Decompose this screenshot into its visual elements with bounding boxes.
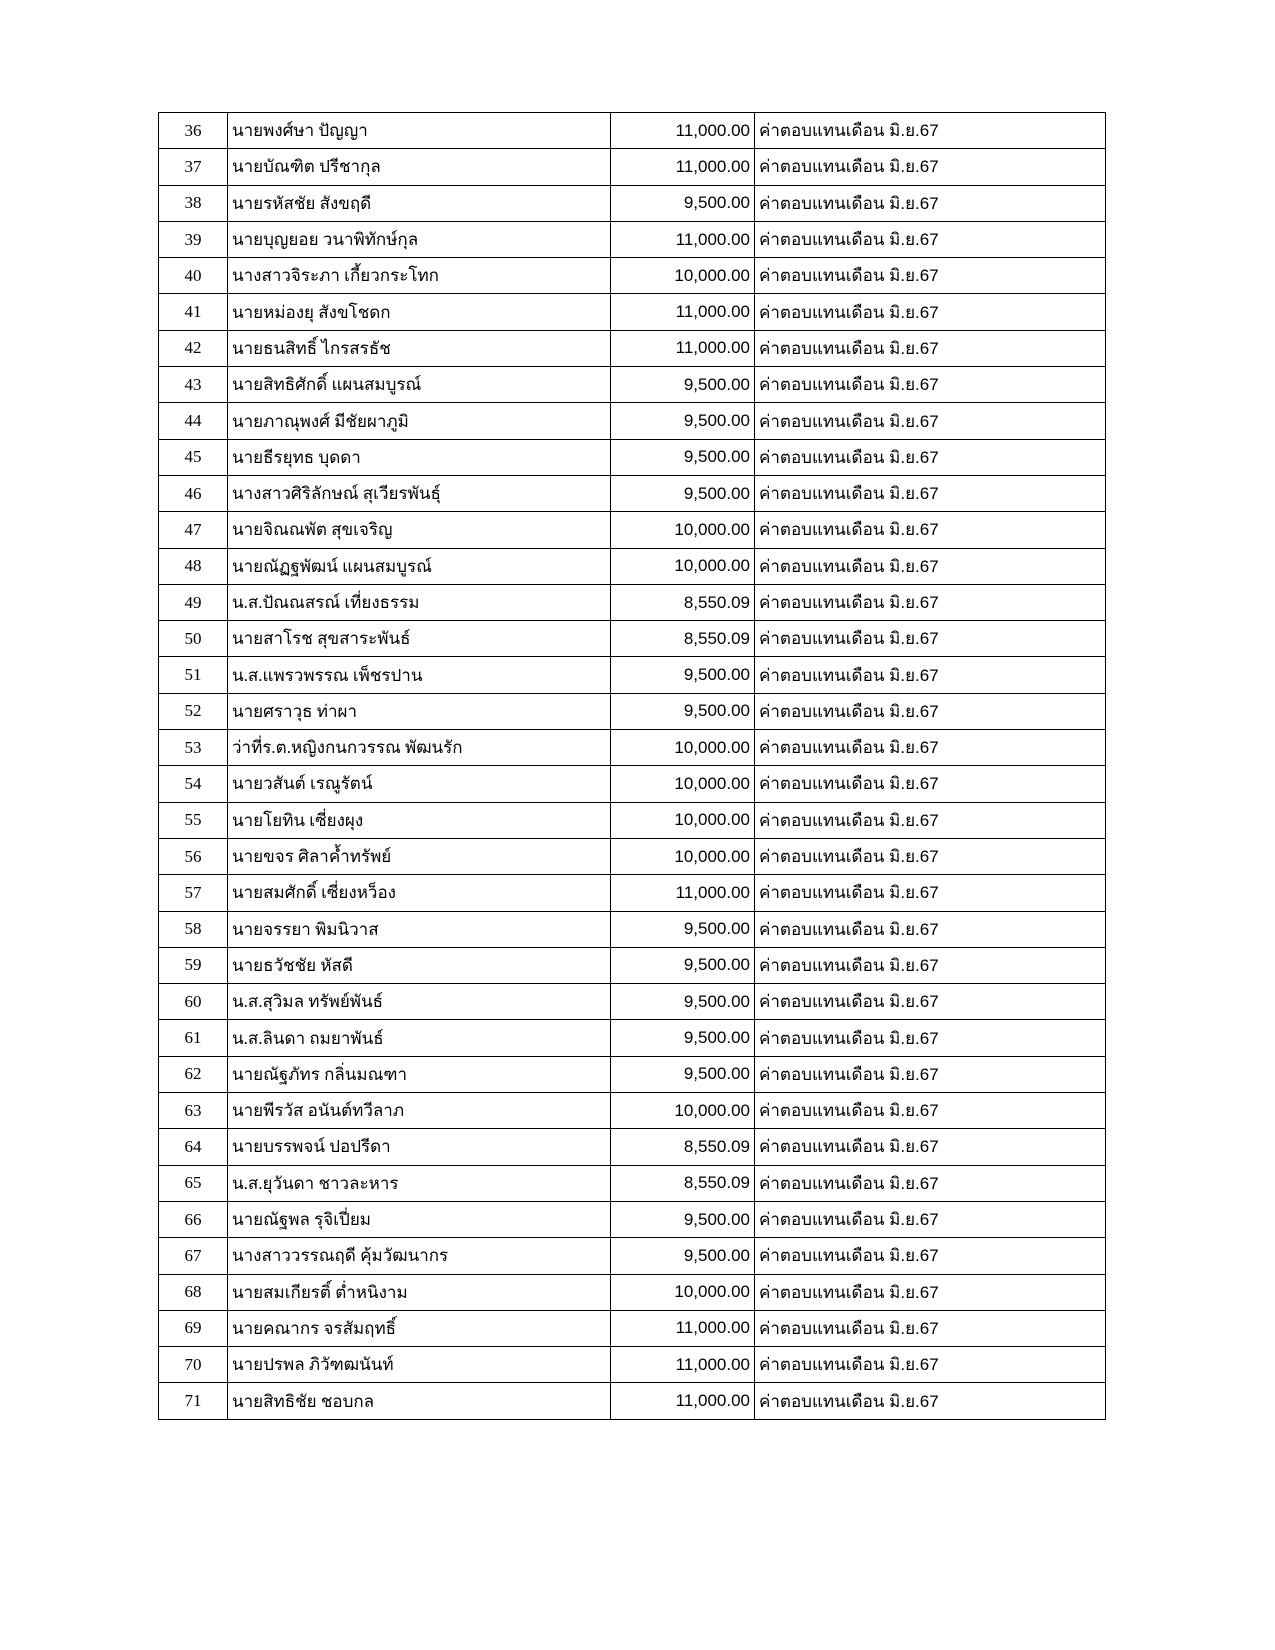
payment-note: ค่าตอบแทนเดือน มิ.ย.67 bbox=[755, 1310, 1106, 1346]
row-number: 54 bbox=[159, 766, 228, 802]
employee-name: น.ส.ลินดา ถมยาพันธ์ bbox=[228, 1020, 611, 1056]
payment-amount: 10,000.00 bbox=[611, 1093, 755, 1129]
payment-amount: 9,500.00 bbox=[611, 439, 755, 475]
employee-name: นายขจร ศิลาค้ำทรัพย์ bbox=[228, 838, 611, 874]
row-number: 61 bbox=[159, 1020, 228, 1056]
payment-note: ค่าตอบแทนเดือน มิ.ย.67 bbox=[755, 875, 1106, 911]
table-row bbox=[159, 1274, 1106, 1310]
employee-name: นางสาวศิริลักษณ์ สุเวียรพันธุ์ bbox=[228, 475, 611, 511]
payment-amount: 10,000.00 bbox=[611, 1274, 755, 1310]
payment-amount: 10,000.00 bbox=[611, 512, 755, 548]
payment-amount: 11,000.00 bbox=[611, 875, 755, 911]
table-row bbox=[159, 911, 1106, 947]
employee-name: นายโยทิน เซี่ยงผุง bbox=[228, 802, 611, 838]
table-row bbox=[159, 1020, 1106, 1056]
row-number: 48 bbox=[159, 548, 228, 584]
row-number: 59 bbox=[159, 947, 228, 983]
employee-name: นายธนสิทธิ์ ไกรสรธัช bbox=[228, 330, 611, 366]
employee-name: นายณัฐภัทร กลิ่นมณฑา bbox=[228, 1056, 611, 1092]
row-number: 68 bbox=[159, 1274, 228, 1310]
table-row bbox=[159, 875, 1106, 911]
table-row bbox=[159, 1201, 1106, 1237]
employee-name: นายสมศักดิ์ เซี่ยงหว็อง bbox=[228, 875, 611, 911]
employee-name: นายสมเกียรติ์ ต่ำหนิงาม bbox=[228, 1274, 611, 1310]
employee-name: นายคณากร จรสัมฤทธิ์ bbox=[228, 1310, 611, 1346]
row-number: 63 bbox=[159, 1093, 228, 1129]
payment-amount: 9,500.00 bbox=[611, 1020, 755, 1056]
payment-note: ค่าตอบแทนเดือน มิ.ย.67 bbox=[755, 512, 1106, 548]
employee-name: นายหม่องยุ สังขโชดก bbox=[228, 294, 611, 330]
payment-note: ค่าตอบแทนเดือน มิ.ย.67 bbox=[755, 1056, 1106, 1092]
payment-note: ค่าตอบแทนเดือน มิ.ย.67 bbox=[755, 1020, 1106, 1056]
payment-note: ค่าตอบแทนเดือน มิ.ย.67 bbox=[755, 766, 1106, 802]
employee-name: นายพีรวัส อนันต์ทวีลาภ bbox=[228, 1093, 611, 1129]
table-row bbox=[159, 1347, 1106, 1383]
employee-name: นายพงศ์ษา ปัญญา bbox=[228, 113, 611, 149]
table-row bbox=[159, 221, 1106, 257]
payment-amount: 9,500.00 bbox=[611, 185, 755, 221]
employee-name: นายวสันต์ เรณูรัตน์ bbox=[228, 766, 611, 802]
payment-amount: 9,500.00 bbox=[611, 403, 755, 439]
payment-note: ค่าตอบแทนเดือน มิ.ย.67 bbox=[755, 439, 1106, 475]
employee-name: นายณัฐพล รุจิเปี่ยม bbox=[228, 1201, 611, 1237]
payment-amount: 10,000.00 bbox=[611, 548, 755, 584]
payment-table-body bbox=[159, 113, 1106, 1420]
row-number: 36 bbox=[159, 113, 228, 149]
table-row bbox=[159, 693, 1106, 729]
payment-amount: 8,550.09 bbox=[611, 1129, 755, 1165]
employee-name: นางสาวจิระภา เกี้ยวกระโทก bbox=[228, 258, 611, 294]
payment-amount: 9,500.00 bbox=[611, 1238, 755, 1274]
row-number: 38 bbox=[159, 185, 228, 221]
table-row bbox=[159, 730, 1106, 766]
employee-name: นายจิณณพัต สุขเจริญ bbox=[228, 512, 611, 548]
table-row bbox=[159, 621, 1106, 657]
payment-amount: 9,500.00 bbox=[611, 1056, 755, 1092]
table-row bbox=[159, 1238, 1106, 1274]
payment-note: ค่าตอบแทนเดือน มิ.ย.67 bbox=[755, 475, 1106, 511]
payment-note: ค่าตอบแทนเดือน มิ.ย.67 bbox=[755, 1093, 1106, 1129]
payment-amount: 8,550.09 bbox=[611, 621, 755, 657]
row-number: 52 bbox=[159, 693, 228, 729]
payment-amount: 9,500.00 bbox=[611, 657, 755, 693]
payment-amount: 11,000.00 bbox=[611, 1383, 755, 1419]
payment-amount: 11,000.00 bbox=[611, 1310, 755, 1346]
employee-name: นายธีรยุทธ บุดดา bbox=[228, 439, 611, 475]
row-number: 47 bbox=[159, 512, 228, 548]
payment-note: ค่าตอบแทนเดือน มิ.ย.67 bbox=[755, 330, 1106, 366]
payment-amount: 11,000.00 bbox=[611, 221, 755, 257]
row-number: 66 bbox=[159, 1201, 228, 1237]
payment-amount: 10,000.00 bbox=[611, 838, 755, 874]
payment-amount: 9,500.00 bbox=[611, 947, 755, 983]
table-row bbox=[159, 1129, 1106, 1165]
table-row bbox=[159, 657, 1106, 693]
row-number: 39 bbox=[159, 221, 228, 257]
payment-amount: 10,000.00 bbox=[611, 730, 755, 766]
row-number: 53 bbox=[159, 730, 228, 766]
table-row bbox=[159, 1056, 1106, 1092]
payment-note: ค่าตอบแทนเดือน มิ.ย.67 bbox=[755, 584, 1106, 620]
table-row bbox=[159, 1310, 1106, 1346]
table-row bbox=[159, 367, 1106, 403]
table-row bbox=[159, 947, 1106, 983]
row-number: 37 bbox=[159, 149, 228, 185]
employee-name: นายสิทธิชัย ชอบกล bbox=[228, 1383, 611, 1419]
payment-note: ค่าตอบแทนเดือน มิ.ย.67 bbox=[755, 657, 1106, 693]
employee-name: น.ส.ปัณณสรณ์ เที่ยงธรรม bbox=[228, 584, 611, 620]
payment-note: ค่าตอบแทนเดือน มิ.ย.67 bbox=[755, 621, 1106, 657]
payment-amount: 11,000.00 bbox=[611, 113, 755, 149]
table-row bbox=[159, 984, 1106, 1020]
table-row bbox=[159, 258, 1106, 294]
row-number: 56 bbox=[159, 838, 228, 874]
row-number: 60 bbox=[159, 984, 228, 1020]
table-row bbox=[159, 439, 1106, 475]
table-row bbox=[159, 1383, 1106, 1419]
table-row bbox=[159, 548, 1106, 584]
table-row bbox=[159, 802, 1106, 838]
payment-note: ค่าตอบแทนเดือน มิ.ย.67 bbox=[755, 294, 1106, 330]
employee-name: นายศราวุธ ท่าผา bbox=[228, 693, 611, 729]
table-row bbox=[159, 584, 1106, 620]
payment-note: ค่าตอบแทนเดือน มิ.ย.67 bbox=[755, 838, 1106, 874]
row-number: 45 bbox=[159, 439, 228, 475]
table-row bbox=[159, 113, 1106, 149]
payment-note: ค่าตอบแทนเดือน มิ.ย.67 bbox=[755, 1129, 1106, 1165]
payment-amount: 9,500.00 bbox=[611, 475, 755, 511]
payment-amount: 11,000.00 bbox=[611, 294, 755, 330]
payment-note: ค่าตอบแทนเดือน มิ.ย.67 bbox=[755, 113, 1106, 149]
payment-amount: 11,000.00 bbox=[611, 330, 755, 366]
table-row bbox=[159, 766, 1106, 802]
payment-note: ค่าตอบแทนเดือน มิ.ย.67 bbox=[755, 548, 1106, 584]
payment-note: ค่าตอบแทนเดือน มิ.ย.67 bbox=[755, 1165, 1106, 1201]
payment-amount: 11,000.00 bbox=[611, 1347, 755, 1383]
payment-amount: 10,000.00 bbox=[611, 258, 755, 294]
payment-note: ค่าตอบแทนเดือน มิ.ย.67 bbox=[755, 693, 1106, 729]
row-number: 46 bbox=[159, 475, 228, 511]
employee-name: นายสิทธิศักดิ์ แผนสมบูรณ์ bbox=[228, 367, 611, 403]
payment-table bbox=[158, 112, 1106, 1420]
payment-amount: 9,500.00 bbox=[611, 911, 755, 947]
employee-name: นายปรพล ภิวัฑฒนันท์ bbox=[228, 1347, 611, 1383]
payment-note: ค่าตอบแทนเดือน มิ.ย.67 bbox=[755, 185, 1106, 221]
row-number: 51 bbox=[159, 657, 228, 693]
row-number: 70 bbox=[159, 1347, 228, 1383]
row-number: 69 bbox=[159, 1310, 228, 1346]
table-row bbox=[159, 1165, 1106, 1201]
table-row bbox=[159, 512, 1106, 548]
employee-name: น.ส.สุวิมล ทรัพย์พันธ์ bbox=[228, 984, 611, 1020]
employee-name: น.ส.แพรวพรรณ เพ็ชรปาน bbox=[228, 657, 611, 693]
payment-amount: 11,000.00 bbox=[611, 149, 755, 185]
row-number: 42 bbox=[159, 330, 228, 366]
employee-name: นางสาววรรณฤดี คุ้มวัฒนากร bbox=[228, 1238, 611, 1274]
table-row bbox=[159, 475, 1106, 511]
payment-note: ค่าตอบแทนเดือน มิ.ย.67 bbox=[755, 258, 1106, 294]
row-number: 58 bbox=[159, 911, 228, 947]
payment-amount: 10,000.00 bbox=[611, 802, 755, 838]
table-row bbox=[159, 149, 1106, 185]
payment-note: ค่าตอบแทนเดือน มิ.ย.67 bbox=[755, 911, 1106, 947]
payment-amount: 9,500.00 bbox=[611, 1201, 755, 1237]
employee-name: นายภาณุพงศ์ มีชัยผาภูมิ bbox=[228, 403, 611, 439]
row-number: 65 bbox=[159, 1165, 228, 1201]
employee-name: น.ส.ยุวันดา ชาวละหาร bbox=[228, 1165, 611, 1201]
table-row bbox=[159, 838, 1106, 874]
table-row bbox=[159, 185, 1106, 221]
employee-name: นายบุญยอย วนาพิทักษ์กุล bbox=[228, 221, 611, 257]
employee-name: นายธวัชชัย หัสดี bbox=[228, 947, 611, 983]
payment-note: ค่าตอบแทนเดือน มิ.ย.67 bbox=[755, 1383, 1106, 1419]
row-number: 62 bbox=[159, 1056, 228, 1092]
payment-note: ค่าตอบแทนเดือน มิ.ย.67 bbox=[755, 730, 1106, 766]
payment-note: ค่าตอบแทนเดือน มิ.ย.67 bbox=[755, 984, 1106, 1020]
payment-note: ค่าตอบแทนเดือน มิ.ย.67 bbox=[755, 947, 1106, 983]
payment-amount: 9,500.00 bbox=[611, 984, 755, 1020]
row-number: 49 bbox=[159, 584, 228, 620]
payment-note: ค่าตอบแทนเดือน มิ.ย.67 bbox=[755, 802, 1106, 838]
row-number: 40 bbox=[159, 258, 228, 294]
payment-note: ค่าตอบแทนเดือน มิ.ย.67 bbox=[755, 403, 1106, 439]
employee-name: นายบัณฑิต ปรีชากุล bbox=[228, 149, 611, 185]
employee-name: ว่าที่ร.ต.หญิงกนกวรรณ พัฒนรัก bbox=[228, 730, 611, 766]
payment-amount: 10,000.00 bbox=[611, 766, 755, 802]
row-number: 64 bbox=[159, 1129, 228, 1165]
table-row bbox=[159, 1093, 1106, 1129]
row-number: 57 bbox=[159, 875, 228, 911]
payment-amount: 8,550.09 bbox=[611, 584, 755, 620]
employee-name: นายณัฏฐพัฒน์ แผนสมบูรณ์ bbox=[228, 548, 611, 584]
payment-amount: 9,500.00 bbox=[611, 367, 755, 403]
row-number: 50 bbox=[159, 621, 228, 657]
table-row bbox=[159, 294, 1106, 330]
payment-note: ค่าตอบแทนเดือน มิ.ย.67 bbox=[755, 1238, 1106, 1274]
payment-note: ค่าตอบแทนเดือน มิ.ย.67 bbox=[755, 221, 1106, 257]
payment-note: ค่าตอบแทนเดือน มิ.ย.67 bbox=[755, 1201, 1106, 1237]
employee-name: นายบรรพจน์ ปอปรีดา bbox=[228, 1129, 611, 1165]
row-number: 44 bbox=[159, 403, 228, 439]
payment-amount: 8,550.09 bbox=[611, 1165, 755, 1201]
row-number: 67 bbox=[159, 1238, 228, 1274]
payment-note: ค่าตอบแทนเดือน มิ.ย.67 bbox=[755, 367, 1106, 403]
row-number: 41 bbox=[159, 294, 228, 330]
table-row bbox=[159, 403, 1106, 439]
payment-note: ค่าตอบแทนเดือน มิ.ย.67 bbox=[755, 149, 1106, 185]
employee-name: นายรหัสชัย สังขฤดี bbox=[228, 185, 611, 221]
row-number: 43 bbox=[159, 367, 228, 403]
payment-note: ค่าตอบแทนเดือน มิ.ย.67 bbox=[755, 1347, 1106, 1383]
employee-name: นายสาโรช สุขสาระพันธ์ bbox=[228, 621, 611, 657]
payment-amount: 9,500.00 bbox=[611, 693, 755, 729]
employee-name: นายจรรยา พิมนิวาส bbox=[228, 911, 611, 947]
payment-note: ค่าตอบแทนเดือน มิ.ย.67 bbox=[755, 1274, 1106, 1310]
row-number: 71 bbox=[159, 1383, 228, 1419]
table-row bbox=[159, 330, 1106, 366]
row-number: 55 bbox=[159, 802, 228, 838]
